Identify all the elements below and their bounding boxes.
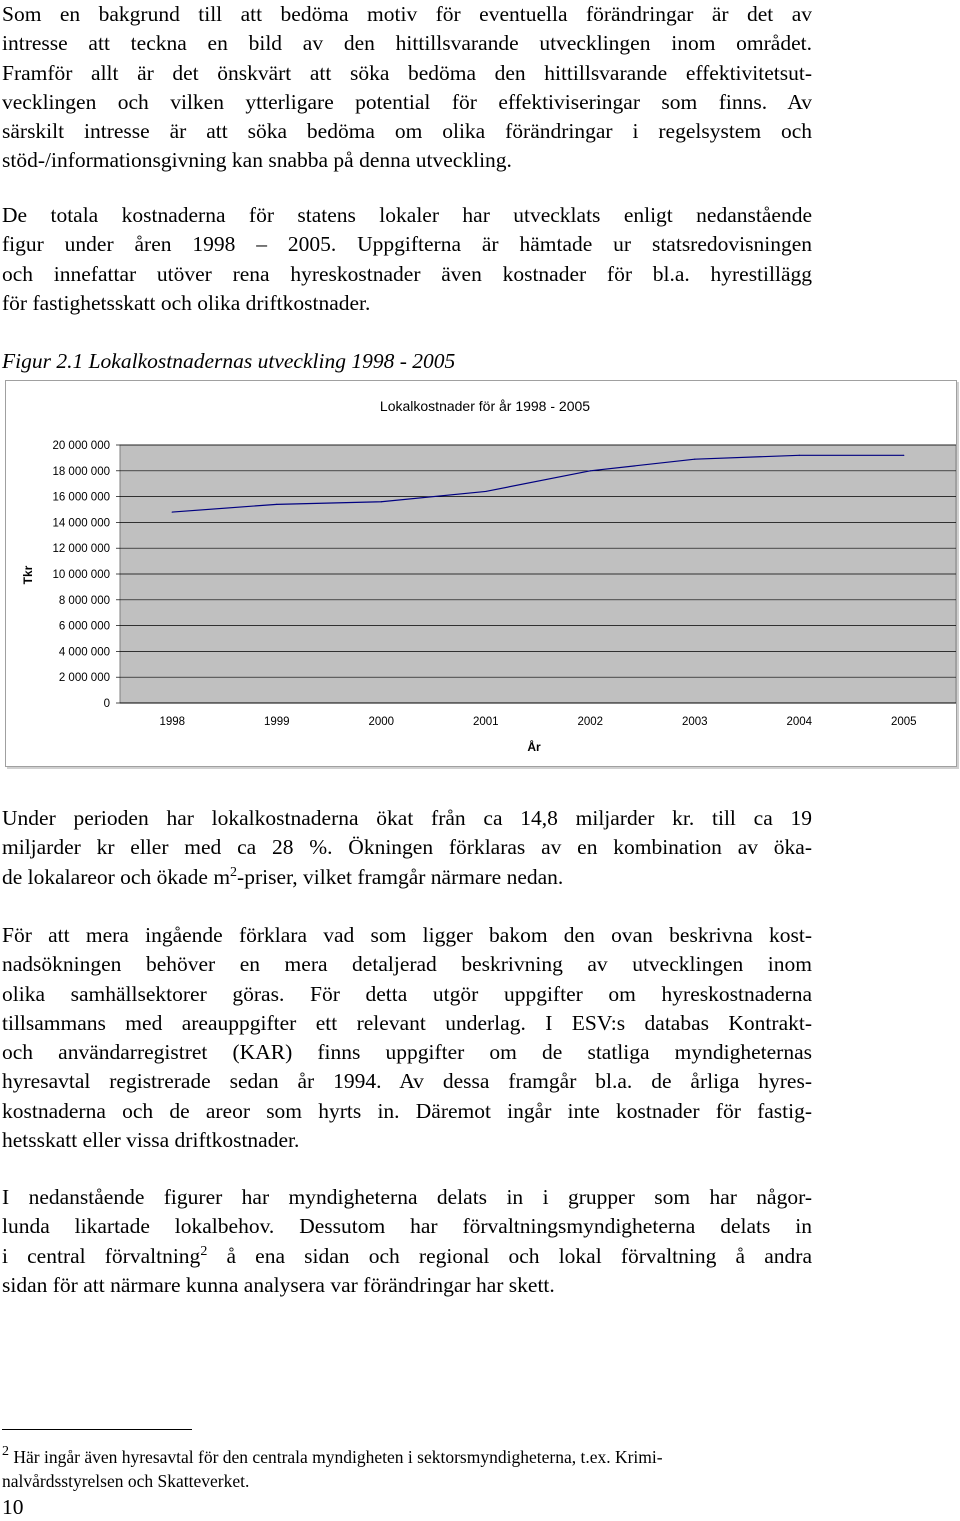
- y-tick-label: 2 000 000: [58, 672, 110, 685]
- text-line: Som en bakgrund till att bedöma motiv för eventuella förändringar är det av: [2, 2, 812, 26]
- y-tick-label: 8 000 000: [58, 594, 110, 607]
- paragraph-intro: [2, 0, 812, 176]
- x-tick-label: 1998: [159, 716, 186, 728]
- x-tick-label: 2005: [890, 716, 917, 728]
- text-line: särskilt intresse är att söka bedöma om olika förändringar i regelsystem och: [2, 119, 812, 144]
- text-line: De totala kostnaderna för statens lokaler har utvecklats enligt nedanstående: [2, 203, 812, 227]
- text-line: och innefattar utöver rena hyreskostnader även kostnader för bl.a. hyrestillägg: [2, 261, 812, 286]
- text-line: vecklingen och vilken ytterligare potential för effektiviseringar som finns. Av: [2, 89, 812, 114]
- x-tick-label: 2000: [368, 716, 395, 728]
- text-line: olika samhällsektorer göras. För detta utgör uppgifter om hyreskostnaderna: [2, 981, 812, 1006]
- paragraph-groupings: [2, 1183, 812, 1300]
- chart-title: Lokalkostnader för år 1998 - 2005: [379, 398, 591, 414]
- y-axis-label: Tkr: [21, 565, 35, 585]
- figure-caption: Figur 2.1 Lokalkostnadernas utveckling 1998 - 2005: [2, 349, 456, 373]
- y-tick-label: 6 000 000: [58, 620, 110, 633]
- x-tick-label: 2003: [681, 716, 708, 728]
- footnote-separator: [2, 1429, 192, 1430]
- y-tick-label: 20 000 000: [52, 440, 110, 452]
- text-line: hetsskatt eller vissa driftkostnader.: [2, 1128, 300, 1153]
- line-chart: [5, 380, 957, 767]
- text-fragment: i central förvaltning: [2, 1243, 201, 1268]
- text-line: I nedanstående figurer har myndigheterna delats in i grupper som har någor-: [2, 1185, 812, 1209]
- y-tick-label: 10 000 000: [52, 569, 110, 581]
- x-axis-label: År: [527, 740, 541, 754]
- text-line: sidan för att närmare kunna analysera var förändringar har skett.: [2, 1272, 555, 1297]
- chart-svg: [6, 381, 956, 766]
- text-line: [2, 863, 812, 892]
- data-point: [590, 470, 591, 471]
- page-number: 10: [2, 1495, 24, 1519]
- footnote-text: nalvårdsstyrelsen och Skatteverket.: [2, 1471, 250, 1491]
- data-point: [694, 459, 695, 460]
- text-fragment: -priser, vilket framgår närmare nedan.: [237, 864, 564, 889]
- text-line: och användarregistret (KAR) finns uppgifter om de statliga myndigheternas: [2, 1040, 812, 1065]
- text-line: miljarder kr eller med ca 28 %. Ökningen förklaras av en kombination av öka-: [2, 835, 812, 860]
- footnote-reference: 2: [200, 1243, 208, 1259]
- text-line: lunda likartade lokalbehov. Dessutom har förvaltningsmyndigheterna delats in: [2, 1214, 812, 1239]
- footnote: [2, 1445, 812, 1493]
- data-point: [799, 455, 800, 456]
- text-line: Under perioden har lokalkostnaderna ökat från ca 14,8 miljarder kr. till ca 19: [2, 806, 812, 830]
- data-point: [172, 511, 173, 512]
- footnote-marker: 2: [2, 1444, 9, 1459]
- data-point: [381, 501, 382, 502]
- text-line: För att mera ingående förklara vad som ligger bakom den ovan beskrivna kost-: [2, 923, 812, 947]
- paragraph-period-increase: [2, 804, 812, 892]
- text-line: [2, 1242, 812, 1271]
- y-tick-label: 16 000 000: [52, 491, 110, 504]
- x-tick-label: 2004: [786, 716, 813, 728]
- text-line: tillsammans med areauppgifter ett relevant underlag. I ESV:s databas Kontrakt-: [2, 1010, 812, 1035]
- text-line: stöd-/informationsgivning kan snabba på denna utveckling.: [2, 148, 512, 173]
- data-point: [485, 491, 486, 492]
- y-tick-label: 12 000 000: [52, 543, 110, 556]
- y-tick-label: 18 000 000: [52, 465, 110, 478]
- x-tick-label: 2001: [472, 716, 499, 728]
- y-tick-label: 14 000 000: [52, 517, 110, 530]
- text-line: hyresavtal registrerade sedan år 1994. Av dessa framgår bl.a. de årliga hyres-: [2, 1069, 812, 1094]
- text-fragment: de lokalareor och ökade m: [2, 864, 231, 889]
- y-tick-label: 4 000 000: [58, 646, 110, 659]
- data-point: [276, 504, 277, 505]
- footnote-text: Här ingår även hyresavtal för den centrala myndigheten i sektorsmyndigheterna, t.ex. Krimi-: [9, 1447, 663, 1467]
- text-fragment: å ena sidan och regional och lokal förvaltning å andra: [207, 1243, 812, 1268]
- text-line: intresse att teckna en bild av den hittillsvarande utvecklingen inom området.: [2, 31, 812, 56]
- x-tick-label: 1999: [263, 716, 290, 728]
- text-line: för fastighetsskatt och olika driftkostnader.: [2, 290, 371, 315]
- x-tick-label: 2002: [577, 716, 604, 728]
- superscript: 2: [230, 864, 238, 880]
- paragraph-total-costs: [2, 201, 812, 318]
- text-line: kostnaderna och de areor som hyrts in. Däremot ingår inte kostnader för fastig-: [2, 1098, 812, 1123]
- data-point: [903, 455, 904, 456]
- paragraph-kar-database: [2, 921, 812, 1155]
- text-line: Framför allt är det önskvärt att söka bedöma den hittillsvarande effektivitetsut-: [2, 60, 812, 85]
- text-line: nadsökningen behöver en mera detaljerad beskrivning av utvecklingen inom: [2, 952, 812, 977]
- text-line: figur under åren 1998 – 2005. Uppgifterna är hämtade ur statsredovisningen: [2, 232, 812, 257]
- y-tick-label: 0: [103, 698, 110, 710]
